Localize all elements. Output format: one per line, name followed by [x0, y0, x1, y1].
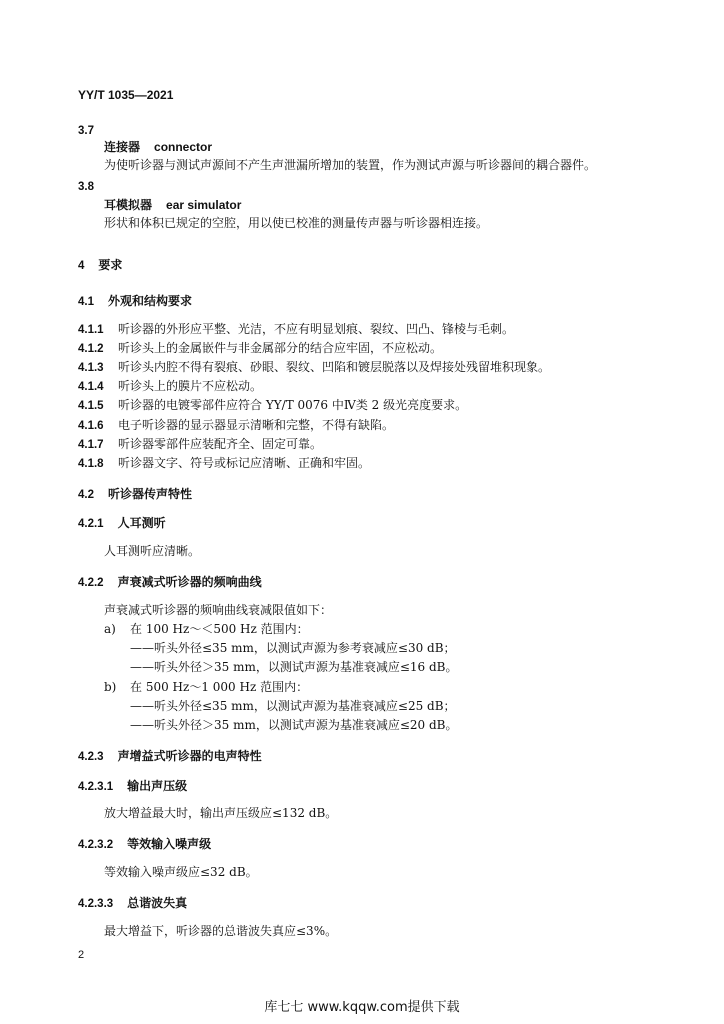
clause-text: 听诊器文字、符号或标记应清晰、正确和牢固。 — [118, 456, 371, 470]
section-number: 4.2.3 — [78, 751, 104, 763]
clause-text: 听诊头上的膜片不应松动。 — [118, 379, 263, 393]
clause-number: 4.1.6 — [78, 420, 104, 432]
section-4-2-3-3-heading — [78, 896, 187, 911]
clause-4-1-8 — [78, 456, 370, 471]
section-title: 输出声压级 — [127, 779, 188, 793]
section-title: 总谐波失真 — [127, 896, 188, 910]
section-title: 听诊器传声特性 — [108, 487, 193, 501]
section-number: 4.2 — [78, 489, 94, 501]
clause-3-8-term — [104, 198, 241, 212]
section-title: 要求 — [98, 258, 123, 272]
list-item-a1: ——听头外径≤35 mm，以测试声源为参考衰减应≤30 dB； — [130, 641, 456, 655]
list-label: a) — [104, 622, 116, 636]
clause-4-1-6 — [78, 418, 394, 433]
section-4-2-3-1-text: 放大增益最大时，输出声压级应≤132 dB。 — [104, 806, 338, 820]
section-title: 等效输入噪声级 — [127, 837, 212, 851]
clause-number: 4.1.7 — [78, 439, 104, 451]
clause-4-1-3 — [78, 360, 550, 375]
list-item-a — [104, 622, 309, 636]
clause-number: 4.1.5 — [78, 400, 104, 412]
clause-text: 听诊头上的金属嵌件与非金属部分的结合应牢固，不应松动。 — [118, 341, 443, 355]
section-4-2-2-intro: 声衰减式听诊器的频响曲线衰减限值如下： — [104, 603, 333, 617]
section-4-2-2-heading — [78, 575, 262, 590]
section-4-2-3-1-heading — [78, 779, 187, 794]
section-4-2-3-2-text: 等效输入噪声级应≤32 dB。 — [104, 865, 258, 879]
section-title: 人耳测听 — [117, 516, 166, 530]
list-text: 在 100 Hz～＜500 Hz 范围内： — [130, 622, 309, 636]
clause-number: 4.1.8 — [78, 458, 104, 470]
section-title: 外观和结构要求 — [108, 294, 193, 308]
clause-text: 听诊器的外形应平整、光洁，不应有明显划痕、裂纹、凹凸、锋棱与毛刺。 — [118, 322, 515, 336]
list-item-b1: ——听头外径≤35 mm，以测试声源为基准衰减应≤25 dB； — [130, 699, 456, 713]
section-number: 4 — [78, 260, 85, 272]
clause-3-7-number: 3.7 — [78, 125, 94, 137]
clause-3-7-term — [104, 140, 212, 154]
clause-4-1-7 — [78, 437, 322, 452]
clause-3-8-number: 3.8 — [78, 181, 94, 193]
clause-4-1-1 — [78, 322, 514, 337]
page-number: 2 — [78, 949, 85, 961]
section-number: 4.2.3.3 — [78, 898, 114, 910]
section-4-2-3-2-heading — [78, 837, 211, 852]
term-en: connector — [154, 140, 213, 154]
clause-text: 听诊器零部件应装配齐全、固定可靠。 — [118, 437, 323, 451]
section-4-1-heading — [78, 294, 192, 309]
section-number: 4.2.3.2 — [78, 839, 114, 851]
section-4-2-3-3-text: 最大增益下，听诊器的总谐波失真应≤3%。 — [104, 924, 338, 938]
standard-code: YY/T 1035—2021 — [78, 88, 174, 102]
section-number: 4.1 — [78, 296, 94, 308]
section-4-2-1-heading — [78, 516, 166, 531]
clause-4-1-2 — [78, 341, 442, 356]
section-number: 4.2.3.1 — [78, 781, 114, 793]
clause-4-1-5 — [78, 398, 467, 413]
list-item-b2: ——听头外径＞35 mm，以测试声源为基准衰减应≤20 dB。 — [130, 718, 458, 732]
list-item-b — [104, 680, 308, 694]
section-title: 声增益式听诊器的电声特性 — [117, 749, 262, 763]
term-zh: 耳模拟器 — [104, 198, 153, 212]
section-4-2-1-text: 人耳测听应清晰。 — [104, 544, 201, 558]
clause-text: 听诊头内腔不得有裂痕、砂眼、裂纹、凹陷和镀层脱落以及焊接处残留堆积现象。 — [118, 360, 551, 374]
section-4-heading — [78, 258, 122, 273]
clause-number: 4.1.4 — [78, 381, 104, 393]
list-label: b) — [104, 680, 117, 694]
term-en: ear simulator — [166, 198, 242, 212]
clause-4-1-4 — [78, 379, 262, 394]
clause-number: 4.1.2 — [78, 343, 104, 355]
list-text: 在 500 Hz～1 000 Hz 范围内： — [130, 680, 309, 694]
clause-3-8-definition: 形状和体积已规定的空腔，用以使已校准的测量传声器与听诊器相连接。 — [104, 216, 489, 230]
section-number: 4.2.1 — [78, 518, 104, 530]
list-item-a2: ——听头外径＞35 mm，以测试声源为基准衰减应≤16 dB。 — [130, 660, 458, 674]
clause-text: 电子听诊器的显示器显示清晰和完整，不得有缺陷。 — [118, 418, 395, 432]
footer-watermark[interactable]: 库七七 www.kqqw.com提供下载 — [264, 1000, 460, 1015]
clause-3-7-definition: 为使听诊器与测试声源间不产生声泄漏所增加的装置，作为测试声源与听诊器间的耦合器件。 — [104, 158, 597, 172]
term-zh: 连接器 — [104, 140, 141, 154]
clause-number: 4.1.1 — [78, 324, 104, 336]
section-4-2-heading — [78, 487, 192, 502]
clause-text: 听诊器的电镀零部件应符合 YY/T 0076 中Ⅳ类 2 级光亮度要求。 — [118, 398, 468, 412]
section-4-2-3-heading — [78, 749, 262, 764]
section-number: 4.2.2 — [78, 577, 104, 589]
section-title: 声衰减式听诊器的频响曲线 — [117, 575, 262, 589]
clause-number: 4.1.3 — [78, 362, 104, 374]
